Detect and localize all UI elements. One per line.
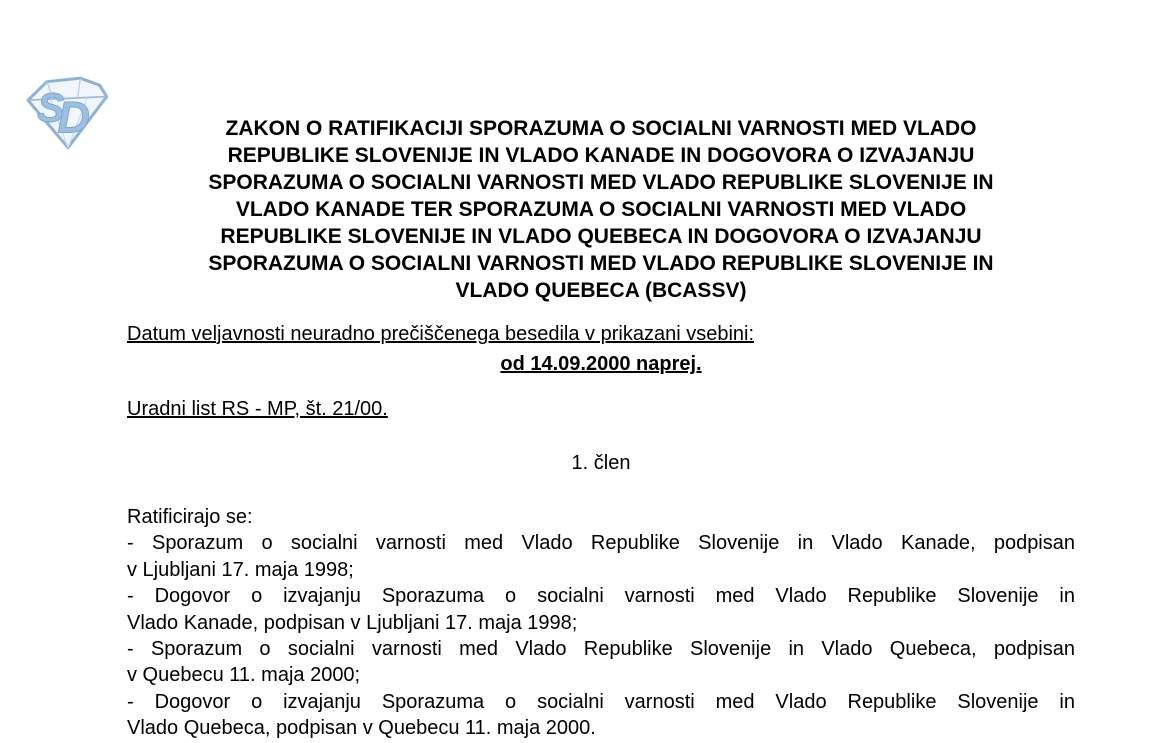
document-title [127,115,1075,304]
logo-letter-s: S [37,84,65,131]
ratified-item-3-line-2: v Quebecu 11. maja 2000; [127,664,361,687]
gazette-block [127,396,1075,423]
gazette-reference: Uradni list RS - MP, št. 21/00. [127,398,388,420]
logo-letter-d: D [57,91,90,143]
validity-block [127,319,1075,379]
ratified-item-2-line-1: - Dogovor o izvajanju Sporazuma o socialni varnosti med Vlado Republike Slovenije in [127,585,1075,608]
validity-date: od 14.09.2000 naprej. [500,353,702,375]
ratified-item-2-line-2: Vlado Kanade, podpisan v Ljubljani 17. maja 1998; [127,611,578,634]
ratified-item-1-line-1: - Sporazum o socialni varnosti med Vlado Republike Slovenije in Vlado Kanade, podpisan [127,532,1075,555]
ratified-item-4-line-1: - Dogovor o izvajanju Sporazuma o socialni varnosti med Vlado Republike Slovenije in [127,690,1075,713]
title-line: SPORAZUMA O SOCIALNI VARNOSTI MED VLADO REPUBLIKE SLOVENIJE IN [208,171,994,194]
title-line: VLADO QUEBECA (BCASSV) [455,279,747,302]
sd-gem-logo [24,72,112,160]
validity-label: Datum veljavnosti neuradno prečiščenega besedila v prikazani vsebini: [127,323,755,345]
ratified-item-4-line-2: Vlado Quebeca, podpisan v Quebecu 11. maja 2000. [127,717,596,740]
title-line: REPUBLIKE SLOVENIJE IN VLADO QUEBECA IN DOGOVORA O IZVAJANJU [220,225,982,248]
ratified-item-3-line-1: - Sporazum o socialni varnosti med Vlado Republike Slovenije in Vlado Quebeca, podpisan [127,638,1075,661]
article-body [127,504,1075,742]
ratified-item-1-line-2: v Ljubljani 17. maja 1998; [127,558,354,581]
title-line: REPUBLIKE SLOVENIJE IN VLADO KANADE IN DOGOVORA O IZVAJANJU [227,144,975,167]
title-line: ZAKON O RATIFIKACIJI SPORAZUMA O SOCIALNI VARNOSTI MED VLADO [225,117,977,140]
title-line: VLADO KANADE TER SPORAZUMA O SOCIALNI VARNOSTI MED VLADO [235,198,967,221]
article-heading: 1. člen [571,452,631,474]
title-line: SPORAZUMA O SOCIALNI VARNOSTI MED VLADO REPUBLIKE SLOVENIJE IN [208,252,994,275]
article-intro: Ratificirajo se: [127,506,253,528]
